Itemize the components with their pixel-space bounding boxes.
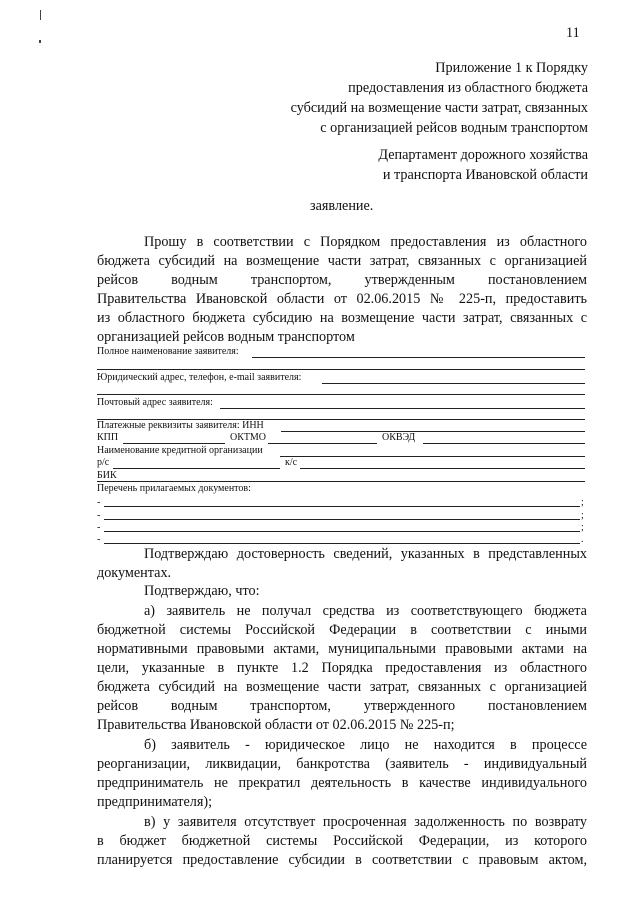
item-b-line: б) заявитель - юридическое лицо не находится в процессе — [144, 737, 587, 753]
doc-item-end: ; — [581, 497, 584, 508]
oktmo-label: ОКТМО — [230, 432, 266, 443]
page-number: 11 — [566, 25, 580, 41]
rs-label: р/с — [97, 457, 110, 468]
word: транспортом, — [250, 272, 332, 288]
item-b-line: реорганизации, ликвидации, банкротства (заявитель - индивидуальный — [97, 756, 587, 772]
item-a-line: Правительства Ивановской области от 02.06.2015 № 225-п; — [97, 717, 455, 733]
intro-line: Правительства Ивановской области от 02.06.2015 № 225-п, предоставить — [97, 291, 587, 307]
addressee — [378, 145, 588, 185]
confirm-line: документах. — [97, 565, 172, 581]
okved-field[interactable] — [423, 443, 585, 444]
item-a-line: нормативными правовыми актами, муниципальными правовыми актами на — [97, 641, 587, 657]
word: водным — [171, 272, 218, 288]
full-name-label: Полное наименование заявителя: — [97, 346, 239, 357]
legal-address-label: Юридический адрес, телефон, e-mail заявителя: — [97, 372, 302, 383]
addressee-line: Департамент дорожного хозяйства — [378, 147, 588, 163]
doc-item-field[interactable] — [104, 531, 580, 532]
doc-item-dash: - — [97, 510, 101, 521]
confirm-line: Подтверждаю достоверность сведений, указанных в представленных — [144, 546, 587, 562]
word: рейсов — [97, 272, 139, 288]
okved-label: ОКВЭД — [382, 432, 416, 443]
bank-name-field[interactable] — [280, 456, 585, 457]
ks-label: к/с — [285, 457, 298, 468]
word: постановлением — [487, 698, 587, 714]
bik-field[interactable] — [97, 481, 585, 482]
word: утвержденным — [364, 272, 455, 288]
word: водным — [170, 698, 218, 714]
intro-line: бюджета субсидий на возмещение части затрат, связанных с организацией — [97, 253, 587, 269]
bank-name-label: Наименование кредитной организации — [97, 445, 263, 456]
appendix-header — [291, 58, 588, 138]
ks-field[interactable] — [300, 468, 585, 469]
scan-mark — [39, 40, 41, 43]
word: заявитель — [166, 603, 226, 619]
intro-line: из областного бюджета субсидию на возмещение части затрат, связанных с — [97, 310, 587, 326]
rs-field[interactable] — [113, 468, 280, 469]
confirm-intro: Подтверждаю, что: — [144, 583, 260, 599]
item-c-line: планируется предоставление субсидии в соответствии с правовым актом, — [97, 852, 587, 868]
word: постановлением — [487, 272, 587, 288]
document-title: заявление. — [310, 198, 374, 214]
word: не — [236, 603, 251, 619]
doc-item-field[interactable] — [104, 543, 580, 544]
item-b-line: предприниматель не прекратил деятельность в качестве индивидуального — [97, 775, 587, 791]
item-a-line — [97, 697, 587, 716]
full-name-field[interactable] — [252, 357, 585, 358]
item-a-line: бюджетной системы Российской Федерации в соответствии с иными — [97, 622, 587, 638]
doc-item-field[interactable] — [104, 519, 580, 520]
word: средства — [322, 603, 375, 619]
confirm-paragraph — [97, 545, 587, 583]
doc-item-dash: - — [97, 534, 101, 545]
doc-item-end: . — [581, 534, 584, 545]
item-b — [97, 736, 587, 812]
doc-item-dash: - — [97, 522, 101, 533]
doc-item-dash: - — [97, 497, 101, 508]
item-c-line: в) у заявителя отсутствует просроченная задолженность по возврату — [144, 814, 587, 830]
full-name-field-2[interactable] — [97, 369, 585, 370]
word: бюджета — [534, 603, 587, 619]
addressee-line: и транспорта Ивановской области — [382, 167, 588, 183]
payment-details-label: Платежные реквизиты заявителя: ИНН — [97, 420, 264, 431]
intro-paragraph — [97, 233, 587, 347]
docs-list-label: Перечень прилагаемых документов: — [97, 483, 251, 494]
bik-label: БИК — [97, 470, 117, 481]
inn-field[interactable] — [281, 431, 585, 432]
word: соответствующего — [410, 603, 523, 619]
oktmo-field[interactable] — [268, 443, 377, 444]
word: транспортом, — [250, 698, 331, 714]
item-a-line — [97, 602, 587, 621]
item-c — [97, 813, 587, 870]
kpp-field[interactable] — [123, 443, 225, 444]
intro-line — [97, 271, 587, 290]
doc-item-end: ; — [581, 522, 584, 533]
postal-address-label: Почтовый адрес заявителя: — [97, 397, 213, 408]
word: получал — [261, 603, 312, 619]
doc-item-field[interactable] — [104, 506, 580, 507]
kpp-label: КПП — [97, 432, 119, 443]
legal-address-field[interactable] — [322, 383, 585, 384]
item-b-line: предпринимателя); — [97, 794, 213, 810]
word: утвержденного — [363, 698, 456, 714]
postal-address-field[interactable] — [220, 408, 585, 409]
word: из — [386, 603, 400, 619]
doc-item-end: ; — [581, 510, 584, 521]
appendix-line: предоставления из областного бюджета — [348, 80, 588, 96]
appendix-line: с организацией рейсов водным транспортом — [320, 120, 588, 136]
appendix-line: субсидий на возмещение части затрат, связанных — [290, 100, 588, 116]
scan-mark — [40, 10, 41, 20]
item-a — [97, 602, 587, 735]
word: рейсов — [97, 698, 139, 714]
item-a-line: бюджета субсидий на возмещение части затрат, связанных с организацией — [97, 679, 587, 695]
item-a-line: цели, указанные в пункте 1.2 Порядка предоставления из областного — [97, 660, 587, 676]
appendix-line: Приложение 1 к Порядку — [435, 60, 588, 76]
intro-line: организацией рейсов водным транспортом — [97, 329, 355, 345]
item-c-line: в бюджет бюджетной системы Российской Федерации, из которого — [97, 833, 587, 849]
intro-line: Прошу в соответствии с Порядком предоставления из областного — [144, 234, 587, 250]
word: а) — [144, 603, 156, 619]
legal-address-field-2[interactable] — [97, 394, 585, 395]
